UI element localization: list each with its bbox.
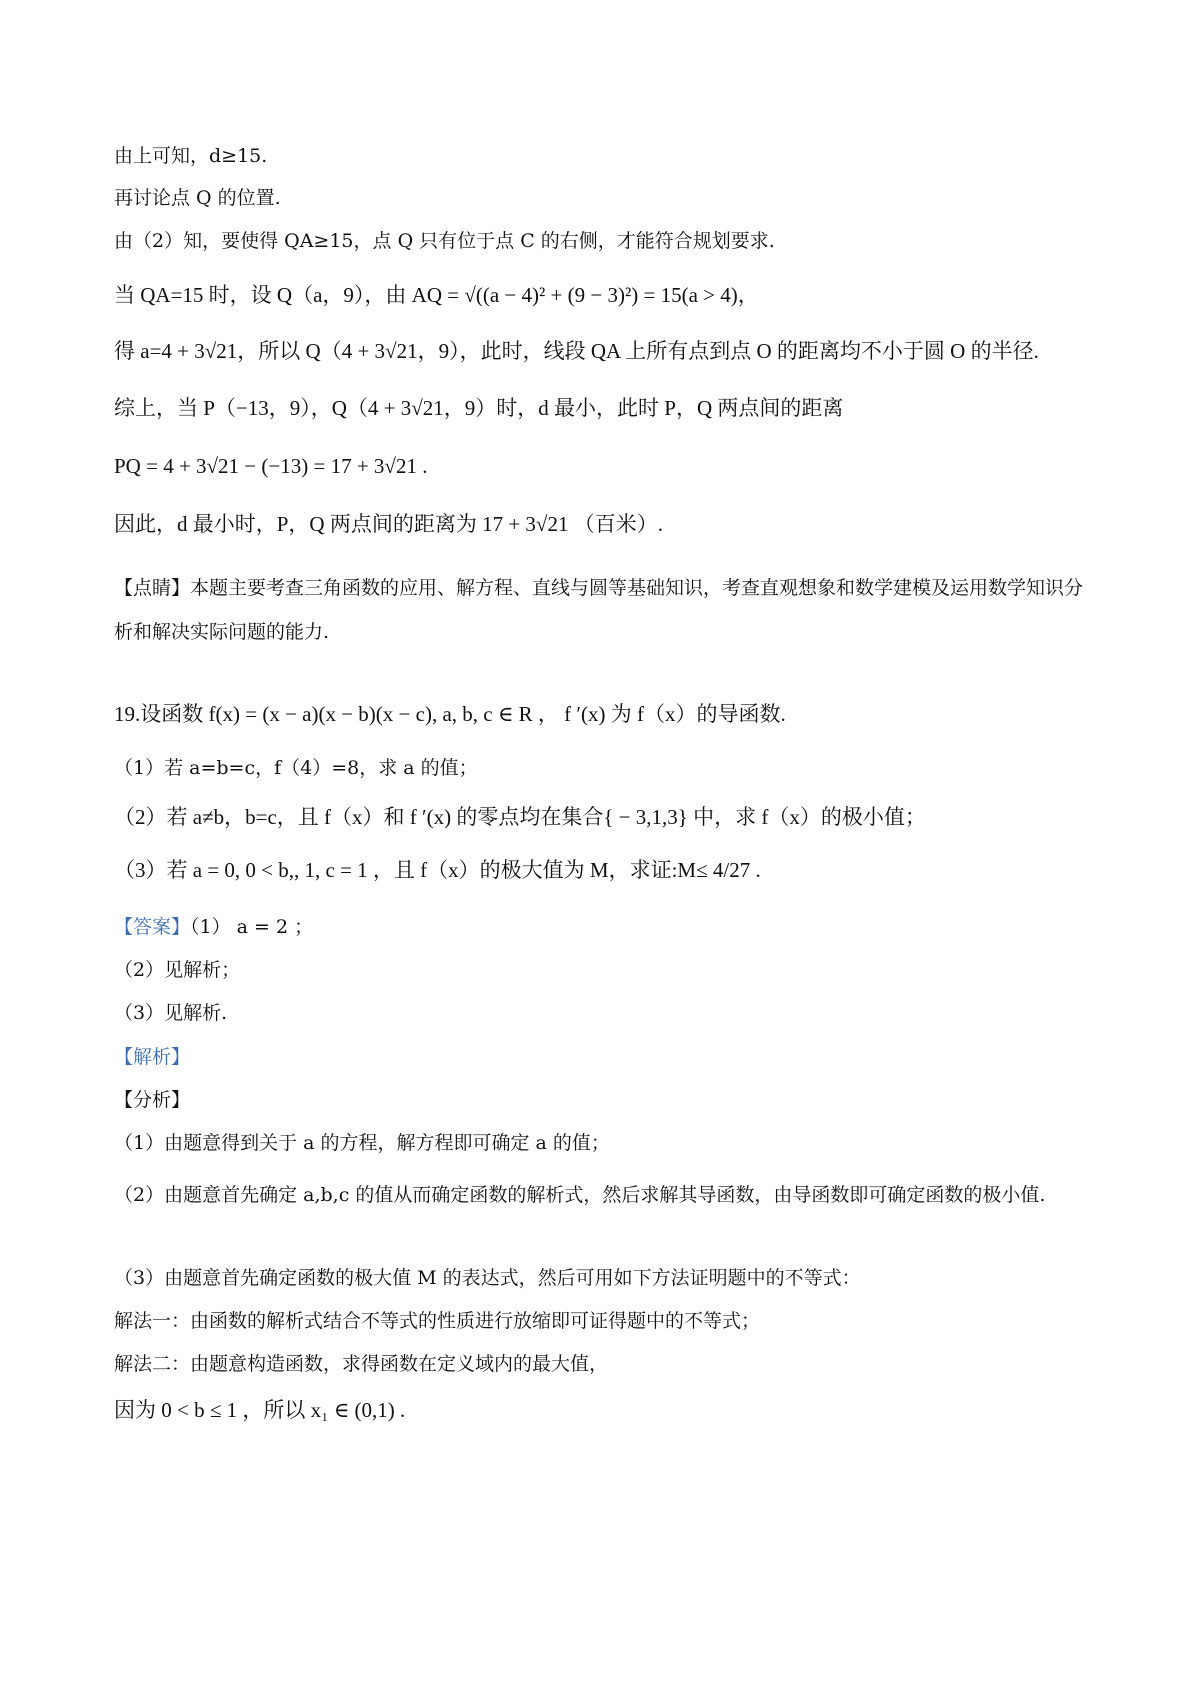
equation-line: PQ = 4 + 3√21 − (−13) = 17 + 3√21 . [114, 454, 428, 478]
section-heading: 【分析】 [114, 1089, 191, 1111]
equation-line: 综上，当 P（−13，9），Q（4 + 3√21，9）时，d 最小，此时 P，Q 两点间的距离 [114, 396, 844, 420]
text-line: （3）见解析. [114, 1002, 228, 1024]
answer-label: 【答案】 [114, 916, 191, 938]
text-line: （1）由题意得到关于 a 的方程，解方程即可确定 a 的值； [114, 1132, 610, 1154]
text-paragraph: （2）由题意首先确定 a,b,c 的值从而确定函数的解析式，然后求解其导函数，由导函数即可确定函数的极小值. [114, 1184, 1046, 1206]
text-line: 由上可知，d≥15. [114, 145, 268, 167]
answer-text: （1） a = 2 ； [190, 916, 314, 938]
equation-line: 因为 0 < b ≤ 1 ，所以 x₁ ∈ (0,1) . [114, 1398, 406, 1422]
text-line: （2）见解析； [114, 959, 241, 981]
equation-line: 得 a=4 + 3√21，所以 Q（4 + 3√21，9），此时，线段 QA 上所有点到点 O 的距离均不小于圆 O 的半径. [114, 339, 1039, 363]
text-line: （3）由题意首先确定函数的极大值 M 的表达式，然后可用如下方法证明题中的不等式： [114, 1267, 861, 1289]
text-line: 解法二：由题意构造函数，求得函数在定义域内的最大值， [114, 1353, 609, 1375]
equation-line: （2）若 a≠b，b=c，且 f（x）和 f ′(x) 的零点均在集合{ − 3,1,3} 中，求 f（x）的极小值； [114, 805, 926, 829]
text-line: 再讨论点 Q 的位置. [114, 187, 281, 209]
equation-line: （3）若 a = 0, 0 < b,, 1, c = 1 ，且 f（x）的极大值为 M，求证:M≤ 4/27 . [114, 858, 761, 882]
text-line: （1）若 a=b=c，f（4）=8，求 a 的值； [114, 757, 478, 779]
equation-line: 当 QA=15 时，设 Q（a，9），由 AQ = √((a − 4)² + (9 − 3)²) = 15(a > 4)， [114, 283, 759, 307]
equation-line: 因此，d 最小时，P，Q 两点间的距离为 17 + 3√21 （百米）. [114, 512, 663, 536]
remark-paragraph: 【点睛】本题主要考查三角函数的应用、解方程、直线与圆等基础知识，考查直观想象和数学建模及运用数学知识分析和解决实际问题的能力. [114, 577, 1084, 643]
answer-line [114, 915, 313, 939]
analysis-label: 【解析】 [114, 1046, 191, 1068]
problem-statement: 19.设函数 f(x) = (x − a)(x − b)(x − c), a, b, c ∈ R ， f ′(x) 为 f（x）的导函数. [114, 702, 786, 726]
text-line: 解法一：由函数的解析式结合不等式的性质进行放缩即可证得题中的不等式； [114, 1310, 761, 1332]
text-line: 由（2）知，要使得 QA≥15，点 Q 只有位于点 C 的右侧，才能符合规划要求. [114, 230, 775, 252]
